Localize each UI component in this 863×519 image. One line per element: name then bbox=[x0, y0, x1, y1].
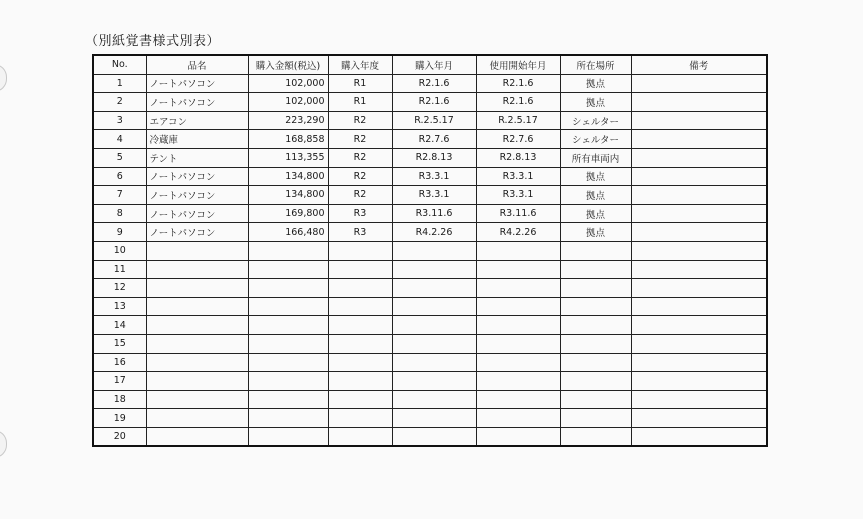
cell-note bbox=[631, 74, 767, 93]
cell-no: 7 bbox=[93, 186, 146, 205]
cell-purchased bbox=[392, 241, 476, 260]
cell-price bbox=[248, 316, 328, 335]
cell-location: 拠点 bbox=[560, 186, 631, 205]
cell-no: 19 bbox=[93, 409, 146, 428]
cell-start bbox=[476, 316, 560, 335]
table-row bbox=[93, 334, 767, 353]
cell-location bbox=[560, 409, 631, 428]
cell-price: 168,858 bbox=[248, 130, 328, 149]
header-no: No. bbox=[93, 55, 146, 74]
cell-price bbox=[248, 334, 328, 353]
cell-no: 15 bbox=[93, 334, 146, 353]
cell-item: ノートパソコン bbox=[146, 204, 248, 223]
asset-table bbox=[92, 54, 768, 447]
cell-purchased bbox=[392, 316, 476, 335]
cell-price bbox=[248, 409, 328, 428]
table-row bbox=[93, 223, 767, 242]
cell-purchased bbox=[392, 409, 476, 428]
cell-start bbox=[476, 297, 560, 316]
table-row bbox=[93, 74, 767, 93]
cell-no: 2 bbox=[93, 93, 146, 112]
cell-no: 4 bbox=[93, 130, 146, 149]
binder-hole bbox=[0, 64, 7, 92]
cell-year: R2 bbox=[328, 130, 392, 149]
cell-note bbox=[631, 130, 767, 149]
cell-start bbox=[476, 409, 560, 428]
table-row bbox=[93, 130, 767, 149]
table-row bbox=[93, 372, 767, 391]
header-purchased: 購入年月 bbox=[392, 55, 476, 74]
cell-start bbox=[476, 353, 560, 372]
cell-price: 223,290 bbox=[248, 111, 328, 130]
cell-item: ノートパソコン bbox=[146, 167, 248, 186]
cell-location: 拠点 bbox=[560, 74, 631, 93]
cell-no: 13 bbox=[93, 297, 146, 316]
table-row bbox=[93, 297, 767, 316]
cell-purchased: R3.3.1 bbox=[392, 186, 476, 205]
cell-start: R3.3.1 bbox=[476, 186, 560, 205]
cell-no: 6 bbox=[93, 167, 146, 186]
cell-purchased: R.2.5.17 bbox=[392, 111, 476, 130]
header-year: 購入年度 bbox=[328, 55, 392, 74]
cell-purchased bbox=[392, 279, 476, 298]
cell-start bbox=[476, 260, 560, 279]
cell-no: 20 bbox=[93, 427, 146, 446]
cell-start bbox=[476, 390, 560, 409]
cell-note bbox=[631, 111, 767, 130]
table-row bbox=[93, 353, 767, 372]
cell-year bbox=[328, 353, 392, 372]
cell-location bbox=[560, 427, 631, 446]
table-row bbox=[93, 241, 767, 260]
table-row bbox=[93, 279, 767, 298]
cell-year bbox=[328, 260, 392, 279]
cell-price bbox=[248, 241, 328, 260]
cell-price: 102,000 bbox=[248, 93, 328, 112]
cell-start: R2.8.13 bbox=[476, 148, 560, 167]
cell-year: R2 bbox=[328, 148, 392, 167]
cell-note bbox=[631, 204, 767, 223]
cell-purchased: R3.3.1 bbox=[392, 167, 476, 186]
cell-price bbox=[248, 353, 328, 372]
cell-purchased bbox=[392, 334, 476, 353]
cell-price: 102,000 bbox=[248, 74, 328, 93]
cell-location: 拠点 bbox=[560, 204, 631, 223]
cell-note bbox=[631, 223, 767, 242]
cell-purchased bbox=[392, 427, 476, 446]
cell-year bbox=[328, 427, 392, 446]
cell-note bbox=[631, 93, 767, 112]
header-start: 使用開始年月 bbox=[476, 55, 560, 74]
cell-start bbox=[476, 241, 560, 260]
cell-start bbox=[476, 279, 560, 298]
cell-year: R2 bbox=[328, 111, 392, 130]
cell-price: 169,800 bbox=[248, 204, 328, 223]
cell-note bbox=[631, 372, 767, 391]
table-row bbox=[93, 148, 767, 167]
cell-item: ノートパソコン bbox=[146, 93, 248, 112]
cell-location bbox=[560, 279, 631, 298]
table-row bbox=[93, 409, 767, 428]
cell-year bbox=[328, 334, 392, 353]
cell-price bbox=[248, 390, 328, 409]
cell-item: テント bbox=[146, 148, 248, 167]
page-title: （別紙覚書様式別表） bbox=[85, 34, 221, 49]
cell-no: 18 bbox=[93, 390, 146, 409]
cell-note bbox=[631, 241, 767, 260]
cell-item bbox=[146, 372, 248, 391]
cell-start: R.2.5.17 bbox=[476, 111, 560, 130]
cell-no: 14 bbox=[93, 316, 146, 335]
cell-no: 1 bbox=[93, 74, 146, 93]
cell-location: 拠点 bbox=[560, 167, 631, 186]
cell-note bbox=[631, 260, 767, 279]
table-row bbox=[93, 186, 767, 205]
cell-start bbox=[476, 372, 560, 391]
cell-item bbox=[146, 427, 248, 446]
cell-note bbox=[631, 316, 767, 335]
cell-start: R3.11.6 bbox=[476, 204, 560, 223]
cell-location bbox=[560, 353, 631, 372]
table-row bbox=[93, 316, 767, 335]
cell-item: エアコン bbox=[146, 111, 248, 130]
cell-no: 11 bbox=[93, 260, 146, 279]
table-row bbox=[93, 167, 767, 186]
cell-year bbox=[328, 241, 392, 260]
cell-note bbox=[631, 186, 767, 205]
cell-price bbox=[248, 297, 328, 316]
cell-start: R2.7.6 bbox=[476, 130, 560, 149]
cell-no: 16 bbox=[93, 353, 146, 372]
binder-hole bbox=[0, 430, 7, 458]
cell-price: 166,480 bbox=[248, 223, 328, 242]
cell-no: 3 bbox=[93, 111, 146, 130]
cell-item: ノートパソコン bbox=[146, 74, 248, 93]
cell-location bbox=[560, 260, 631, 279]
cell-item bbox=[146, 390, 248, 409]
cell-location bbox=[560, 334, 631, 353]
cell-year: R2 bbox=[328, 167, 392, 186]
cell-location bbox=[560, 316, 631, 335]
cell-purchased bbox=[392, 353, 476, 372]
header-item: 品名 bbox=[146, 55, 248, 74]
cell-item bbox=[146, 241, 248, 260]
cell-year: R2 bbox=[328, 186, 392, 205]
header-row bbox=[93, 55, 767, 74]
cell-purchased: R2.7.6 bbox=[392, 130, 476, 149]
cell-location: 所有車両内 bbox=[560, 148, 631, 167]
cell-purchased: R2.8.13 bbox=[392, 148, 476, 167]
cell-purchased: R2.1.6 bbox=[392, 93, 476, 112]
cell-note bbox=[631, 409, 767, 428]
cell-year bbox=[328, 372, 392, 391]
cell-purchased: R4.2.26 bbox=[392, 223, 476, 242]
table-row bbox=[93, 260, 767, 279]
cell-no: 9 bbox=[93, 223, 146, 242]
cell-no: 12 bbox=[93, 279, 146, 298]
cell-item: 冷蔵庫 bbox=[146, 130, 248, 149]
cell-year bbox=[328, 409, 392, 428]
cell-note bbox=[631, 353, 767, 372]
cell-start: R2.1.6 bbox=[476, 93, 560, 112]
cell-location bbox=[560, 241, 631, 260]
cell-start: R4.2.26 bbox=[476, 223, 560, 242]
cell-no: 17 bbox=[93, 372, 146, 391]
cell-item: ノートパソコン bbox=[146, 223, 248, 242]
cell-start bbox=[476, 427, 560, 446]
cell-location: 拠点 bbox=[560, 223, 631, 242]
cell-location bbox=[560, 372, 631, 391]
cell-year: R1 bbox=[328, 93, 392, 112]
cell-item bbox=[146, 297, 248, 316]
cell-location: シェルター bbox=[560, 111, 631, 130]
table-row bbox=[93, 204, 767, 223]
cell-item bbox=[146, 316, 248, 335]
cell-no: 5 bbox=[93, 148, 146, 167]
cell-location bbox=[560, 297, 631, 316]
cell-price bbox=[248, 372, 328, 391]
cell-item bbox=[146, 409, 248, 428]
cell-location: 拠点 bbox=[560, 93, 631, 112]
cell-purchased: R3.11.6 bbox=[392, 204, 476, 223]
header-price: 購入金額(税込) bbox=[248, 55, 328, 74]
cell-year bbox=[328, 316, 392, 335]
cell-item bbox=[146, 279, 248, 298]
table-row bbox=[93, 111, 767, 130]
header-location: 所在場所 bbox=[560, 55, 631, 74]
cell-price bbox=[248, 427, 328, 446]
cell-item bbox=[146, 353, 248, 372]
cell-note bbox=[631, 279, 767, 298]
cell-price: 113,355 bbox=[248, 148, 328, 167]
cell-purchased bbox=[392, 297, 476, 316]
cell-price bbox=[248, 260, 328, 279]
cell-item: ノートパソコン bbox=[146, 186, 248, 205]
table-row bbox=[93, 93, 767, 112]
cell-year: R3 bbox=[328, 204, 392, 223]
cell-location bbox=[560, 390, 631, 409]
cell-note bbox=[631, 427, 767, 446]
cell-location: シェルター bbox=[560, 130, 631, 149]
cell-price bbox=[248, 279, 328, 298]
cell-price: 134,800 bbox=[248, 167, 328, 186]
cell-start: R2.1.6 bbox=[476, 74, 560, 93]
header-note: 備考 bbox=[631, 55, 767, 74]
cell-item bbox=[146, 334, 248, 353]
cell-year bbox=[328, 297, 392, 316]
cell-note bbox=[631, 334, 767, 353]
cell-purchased bbox=[392, 260, 476, 279]
cell-no: 8 bbox=[93, 204, 146, 223]
cell-year: R3 bbox=[328, 223, 392, 242]
cell-year: R1 bbox=[328, 74, 392, 93]
cell-purchased bbox=[392, 372, 476, 391]
cell-item bbox=[146, 260, 248, 279]
table-row bbox=[93, 427, 767, 446]
cell-purchased bbox=[392, 390, 476, 409]
cell-note bbox=[631, 390, 767, 409]
cell-year bbox=[328, 390, 392, 409]
cell-note bbox=[631, 297, 767, 316]
cell-start: R3.3.1 bbox=[476, 167, 560, 186]
cell-year bbox=[328, 279, 392, 298]
cell-start bbox=[476, 334, 560, 353]
cell-no: 10 bbox=[93, 241, 146, 260]
cell-price: 134,800 bbox=[248, 186, 328, 205]
cell-note bbox=[631, 148, 767, 167]
table-row bbox=[93, 390, 767, 409]
cell-note bbox=[631, 167, 767, 186]
cell-purchased: R2.1.6 bbox=[392, 74, 476, 93]
